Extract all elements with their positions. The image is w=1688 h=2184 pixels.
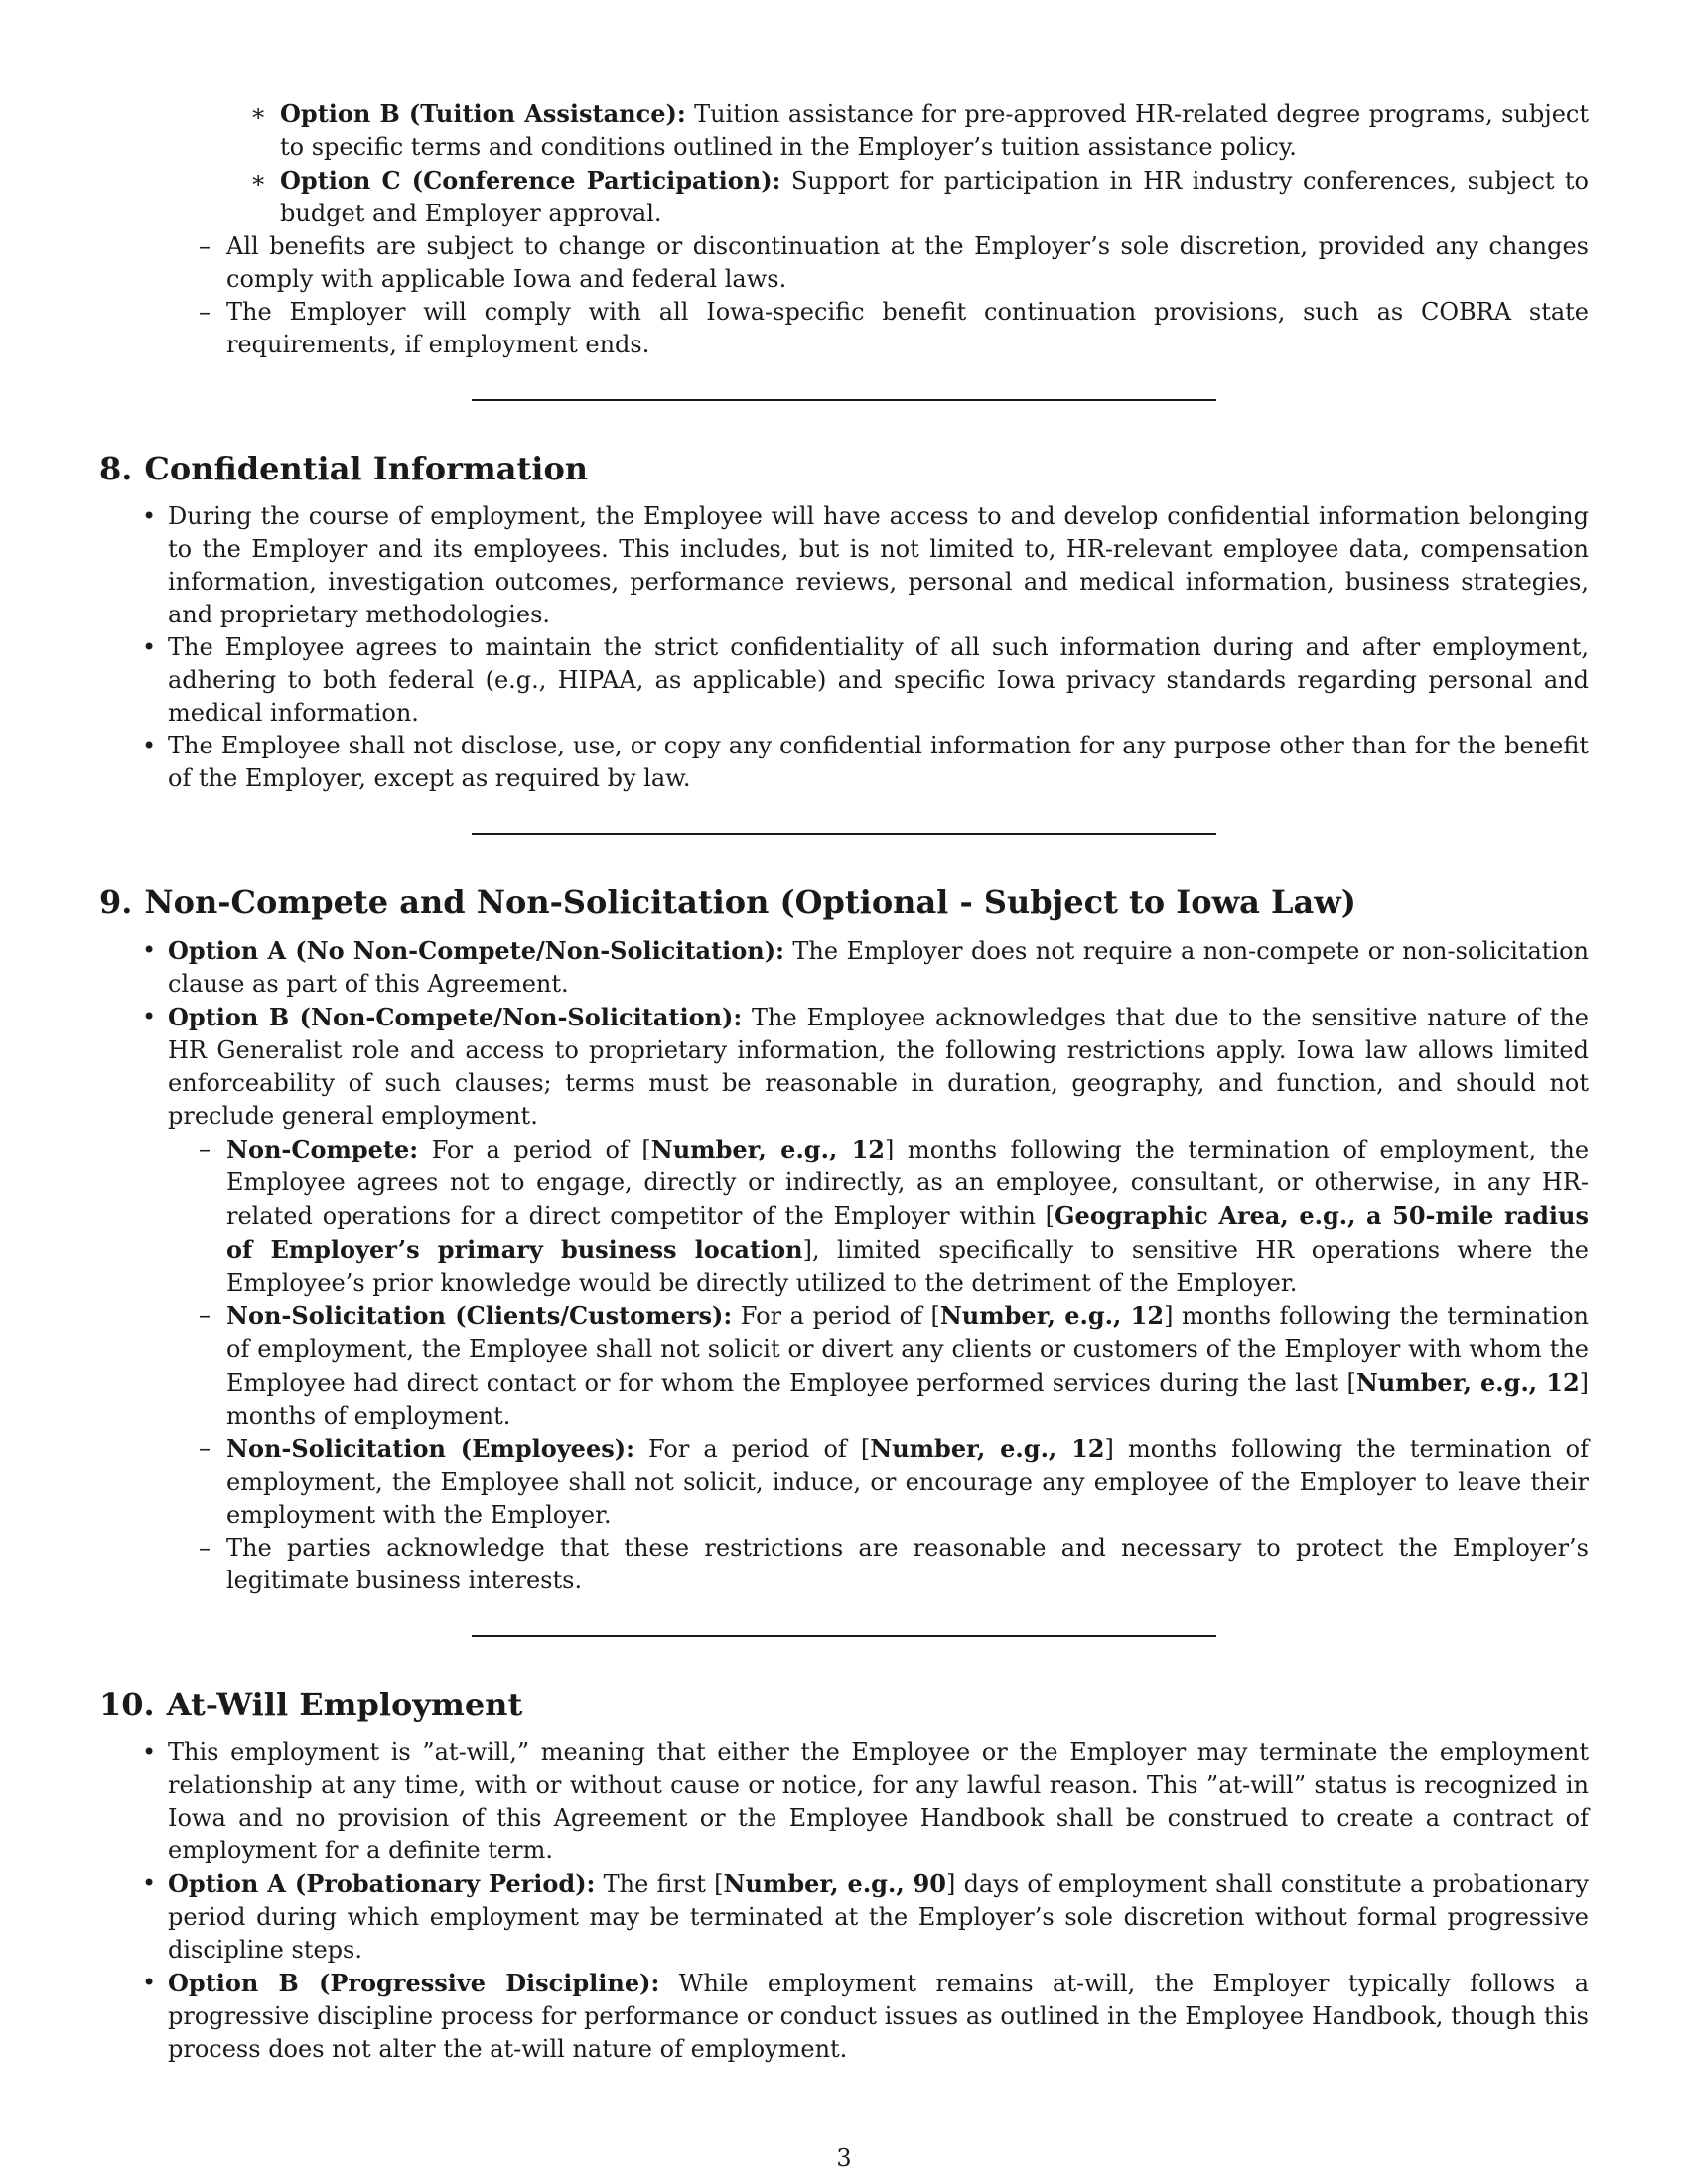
list-item: • This employment is ”at-will,” meaning that either the Employee or the Employer may terminate the employment relationship at any time, with or without cause or notice, for any lawful reason. This ”at-will” status is recognized in Iowa and no provision of this Agreement or the Employee Handbook shall be construed to create a contract of employment for a definite term. <box>168 1736 1589 1867</box>
section-divider <box>472 833 1216 835</box>
list-item: • Option A (No Non-Compete/Non-Solicitation): The Employer does not require a non-compete or non-solicitation clause as part of this Agreement. <box>168 934 1589 1001</box>
list-item: ∗ Option C (Conference Participation): Support for participation in HR industry conferences, subject to budget and Employer approval. <box>280 164 1589 230</box>
list-item: • Option B (Non-Compete/Non-Solicitation): The Employee acknowledges that due to the sensitive nature of the HR Generalist role and access to proprietary information, the following restrictions apply. Iowa law allows limited enforceability of such clauses; terms must be reasonable in duration, geography, and function, and should not preclude general employment. – Non-Compete: For a period of [Number, e.g., 12] months following the termination of employment, the Employee agrees not to engage, directly or indirectly, as an employee, consultant, or otherwise, in any HR-related operations for a direct competitor of the Employer within [Geographic Area, e.g., a 50-mile radius of Employer’s primary business location], limited specifically to sensitive HR operations where the Employee’s prior knowledge would be directly utilized to the detriment of the Employer. – Non-Solicitation (Clients/Customers): For a period of [Number, e.g., 12] months following the termination of employment, the Employee shall not solicit or divert any clients or customers of the Employer with whom the Employee had direct contact or for whom the Employee performed services during the last [Number, e.g., 12] months of employment. – Non-Solicitation (Employees): For a period of [Number, e.g., 12] months following the termination of employment, the Employee shall not solicit, induce, or encourage any employee of the Employer to leave their employment with the Employer. – The parties acknowledge that these restrictions are reasonable and necessary to protect the Employer’s legitimate business interests. <box>168 1001 1589 1597</box>
list-item: • Option B (Progressive Discipline): While employment remains at-will, the Employer typically follows a progressive discipline process for performance or conduct issues as outlined in the Employee Handbook, though this process does not alter the at-will nature of employment. <box>168 1967 1589 2066</box>
at-will-list <box>168 1736 1589 2066</box>
list-item: • During the course of employment, the Employee will have access to and develop confidential information belonging to the Employer and its employees. This includes, but is not limited to, HR-relevant employee data, compensation information, investigation outcomes, performance reviews, personal and medical information, business strategies, and proprietary methodologies. <box>168 500 1589 631</box>
page-number: 3 <box>836 2144 852 2172</box>
list-item: – Non-Compete: For a period of [Number, e.g., 12] months following the termination of employment, the Employee agrees not to engage, directly or indirectly, as an employee, consultant, or otherwise, in any HR-related operations for a direct competitor of the Employer within [Geographic Area, e.g., a 50-mile radius of Employer’s primary business location], limited specifically to sensitive HR operations where the Employee’s prior knowledge would be directly utilized to the detriment of the Employer. <box>226 1133 1589 1299</box>
benefits-terms-list <box>226 230 1589 361</box>
document-page <box>99 97 1589 2066</box>
section-heading-8: 8. Confidential Information <box>99 450 589 487</box>
list-item: ∗ Option B (Tuition Assistance): Tuition assistance for pre-approved HR-related degree programs, subject to specific terms and conditions outlined in the Employer’s tuition assistance policy. <box>280 97 1589 164</box>
section-divider <box>472 1635 1216 1637</box>
list-item: – Non-Solicitation (Employees): For a period of [Number, e.g., 12] months following the termination of employment, the Employee shall not solicit, induce, or encourage any employee of the Employer to leave their employment with the Employer. <box>226 1433 1589 1532</box>
list-item: • Option A (Probationary Period): The first [Number, e.g., 90] days of employment shall constitute a probationary period during which employment may be terminated at the Employer’s sole discretion without formal progressive discipline steps. <box>168 1867 1589 1967</box>
section-divider <box>472 399 1216 401</box>
section-heading-9: 9. Non-Compete and Non-Solicitation (Optional - Subject to Iowa Law) <box>99 884 1356 921</box>
section-heading-10: 10. At-Will Employment <box>99 1686 523 1723</box>
list-item: – All benefits are subject to change or discontinuation at the Employer’s sole discretion, provided any changes comply with applicable Iowa and federal laws. <box>226 230 1589 296</box>
list-item: • The Employee shall not disclose, use, or copy any confidential information for any purpose other than for the benefit of the Employer, except as required by law. <box>168 730 1589 795</box>
list-item: – Non-Solicitation (Clients/Customers): For a period of [Number, e.g., 12] months following the termination of employment, the Employee shall not solicit or divert any clients or customers of the Employer with whom the Employee had direct contact or for whom the Employee performed services during the last [Number, e.g., 12] months of employment. <box>226 1299 1589 1433</box>
non-compete-list <box>168 934 1589 1597</box>
training-options-list <box>280 97 1589 230</box>
list-item: – The Employer will comply with all Iowa-specific benefit continuation provisions, such as COBRA state requirements, if employment ends. <box>226 296 1589 361</box>
list-item: – The parties acknowledge that these restrictions are reasonable and necessary to protect the Employer’s legitimate business interests. <box>226 1532 1589 1597</box>
list-item: • The Employee agrees to maintain the strict confidentiality of all such information during and after employment, adhering to both federal (e.g., HIPAA, as applicable) and specific Iowa privacy standards regarding personal and medical information. <box>168 631 1589 730</box>
confidential-info-list <box>168 500 1589 795</box>
restrictions-list <box>226 1133 1589 1597</box>
